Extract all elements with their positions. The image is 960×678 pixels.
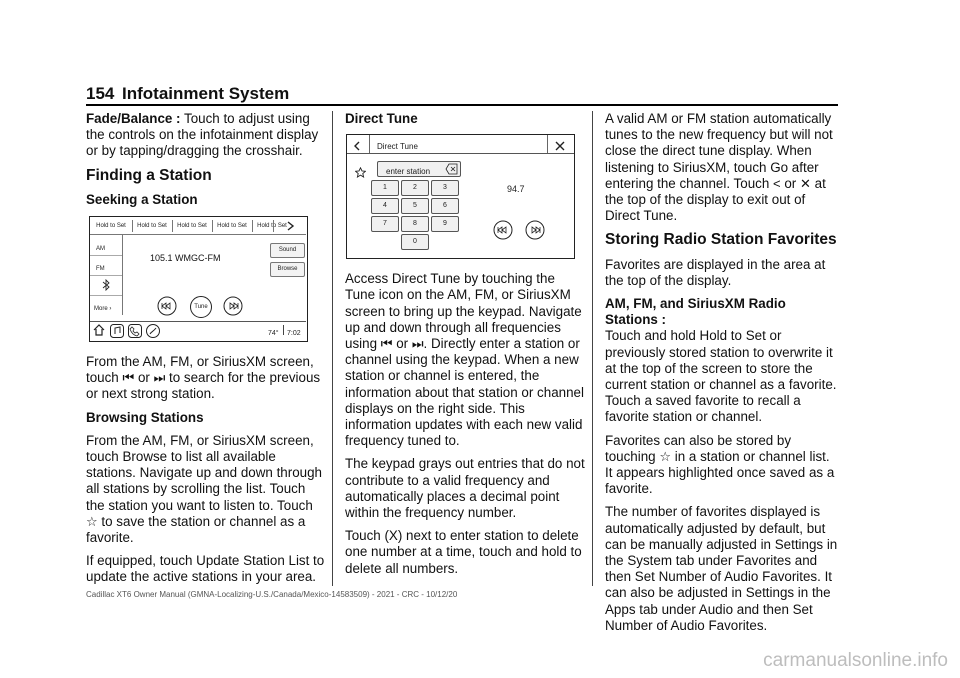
station-name: 105.1 WMGC-FM <box>150 253 221 264</box>
column-2 <box>345 111 585 584</box>
keypad-key[interactable]: 9 <box>431 216 459 232</box>
station-entry-field[interactable]: enter station <box>377 161 461 177</box>
heading-storing-favorites: Storing Radio Station Favorites <box>605 231 837 249</box>
keypad-key[interactable]: 3 <box>431 180 459 196</box>
heading-amfm-stations: AM, FM, and SiriusXM Radio Stations : <box>605 296 786 328</box>
keypad-key[interactable]: 4 <box>371 198 399 214</box>
column-divider <box>592 111 593 586</box>
favorites-intro: Favorites are displayed in the area at the top of the display. <box>605 256 826 288</box>
keypad-key[interactable]: 2 <box>401 180 429 196</box>
preset-button[interactable]: Hold to Set <box>252 220 291 232</box>
seek-back-icon[interactable] <box>493 220 513 244</box>
navigation-icon[interactable] <box>146 324 160 342</box>
frequency-readout: 94.7 <box>507 184 525 195</box>
keypad-key[interactable]: 5 <box>401 198 429 214</box>
column-3 <box>605 111 840 641</box>
back-icon[interactable] <box>353 139 361 155</box>
preset-button[interactable]: Hold to Set <box>132 220 171 232</box>
seek-forward-icon[interactable] <box>223 296 243 320</box>
source-fm[interactable]: FM <box>96 266 105 273</box>
preset-next-arrow <box>273 220 307 232</box>
tune-button[interactable]: Tune <box>190 296 212 318</box>
keypad-key[interactable]: 6 <box>431 198 459 214</box>
direct-paragraph: Access Direct Tune by touching the Tune icon on the AM, FM, or SiriusXM screen to bring up the keypad. Navigate up and down through all frequencies using ⏮ or ⏭. Directly enter a station or channel using the keypad. When a new station or channel is entered, the information about that station or channel displays on the right side. This information updates with each new valid frequency tuned to. <box>345 271 584 449</box>
preset-button[interactable]: Hold to Set <box>96 223 126 230</box>
watermark: carmanualsonline.info <box>763 650 948 671</box>
delete-icon[interactable] <box>445 163 458 179</box>
seek-forward-icon: ⏭ <box>153 370 166 386</box>
seek-forward-icon[interactable] <box>525 220 545 244</box>
direct-tune-illustration <box>346 134 575 259</box>
update-paragraph: If equipped, touch Update Station List to update the active stations in your area. <box>86 553 325 585</box>
audio-icon[interactable] <box>110 324 124 342</box>
seek-back-icon[interactable] <box>157 296 177 320</box>
source-list <box>90 235 123 315</box>
page-header <box>86 84 838 106</box>
keypad-key[interactable]: 7 <box>371 216 399 232</box>
heading-seeking-station: Seeking a Station <box>86 191 198 207</box>
fade-paragraph: Fade/Balance : Touch to adjust using the controls on the infotainment display or by tapping/dragging the crosshair. <box>86 111 319 159</box>
amfm-paragraph: Touch and hold Hold to Set or previously stored station to overwrite it at the top of the screen to store the current station or channel as a favorite. Touch a saved favorite to recall a favorite station or channel. <box>605 328 837 425</box>
close-icon[interactable] <box>555 139 565 155</box>
number-paragraph: The number of favorites displayed is automatically adjusted by default, but can be manually adjusted in Settings in the System tab under Favorites and then Set Number of Audio Favorites. It can also be adjusted in Settings in the Apps tab under Audio and then Set Number of Audio Favorites. <box>605 504 838 633</box>
seek-forward-icon: ⏭ <box>411 336 424 352</box>
keypad-key[interactable]: 0 <box>401 234 429 250</box>
phone-icon[interactable] <box>128 324 142 342</box>
heading-finding-station: Finding a Station <box>86 166 212 184</box>
heading-direct-tune: Direct Tune <box>345 111 418 126</box>
star-icon: ☆ <box>659 448 672 464</box>
seek-paragraph: From the AM, FM, or SiriusXM screen, touch ⏮ or ⏭ to search for the previous or next strong station. <box>86 354 321 402</box>
temperature: 74° <box>268 330 279 338</box>
delete-paragraph: Touch (X) next to enter station to delete one number at a time, touch and hold to delete all numbers. <box>345 528 582 576</box>
home-icon[interactable] <box>93 324 105 340</box>
seek-back-icon: ⏮ <box>380 336 393 352</box>
source-more[interactable]: More › <box>94 306 112 313</box>
sound-button[interactable]: Sound <box>270 243 305 258</box>
star-icon: ☆ <box>86 513 98 529</box>
heading-browsing: Browsing Stations <box>86 409 204 425</box>
keypad-key[interactable]: 8 <box>401 216 429 232</box>
favorite-star-icon[interactable] <box>355 166 366 182</box>
radio-screen-illustration <box>89 216 308 342</box>
source-am[interactable]: AM <box>96 246 105 253</box>
column-1 <box>86 111 326 593</box>
footer-text: Cadillac XT6 Owner Manual (GMNA-Localizing-U.S./Canada/Mexico-14583509) - 2021 - CRC - 10/12/20 <box>86 590 458 599</box>
browse-paragraph: From the AM, FM, or SiriusXM screen, touch Browse to list all available stations. Navigate up and down through all stations by scrolling the list. Touch the station you want to listen to. Touch ☆ to save the station or channel as a favorite. <box>86 432 322 546</box>
preset-button[interactable]: Hold to Set <box>212 220 251 232</box>
preset-button[interactable]: Hold to Set <box>172 220 211 232</box>
close-icon: ✕ <box>800 175 811 191</box>
column-divider <box>332 111 333 586</box>
browse-button[interactable]: Browse <box>270 262 305 277</box>
page-number: 154 <box>86 84 115 103</box>
seek-back-icon: ⏮ <box>122 370 135 386</box>
back-icon: < <box>773 175 781 191</box>
keypad-key[interactable]: 1 <box>371 180 399 196</box>
bluetooth-icon[interactable] <box>101 279 111 295</box>
direct-tune-title: Direct Tune <box>377 142 418 152</box>
header-rule <box>86 104 838 106</box>
store-paragraph: Favorites can also be stored by touching ☆ in a station or channel list. It appears highlighted once saved as a favorite. <box>605 432 835 497</box>
page-title: Infotainment System <box>122 84 290 103</box>
clock: 7:02 <box>287 330 301 338</box>
valid-paragraph: A valid AM or FM station automatically tunes to the new frequency but will not close the direct tune display. When listening to SiriusXM, touch Go after entering the channel. Touch < or ✕ at the top of the display to exit out of Direct Tune. <box>605 111 833 224</box>
direct-tune-header <box>347 135 574 154</box>
keypad-paragraph: The keypad grays out entries that do not contribute to a valid frequency and automatically places a decimal point within the frequency number. <box>345 456 585 521</box>
